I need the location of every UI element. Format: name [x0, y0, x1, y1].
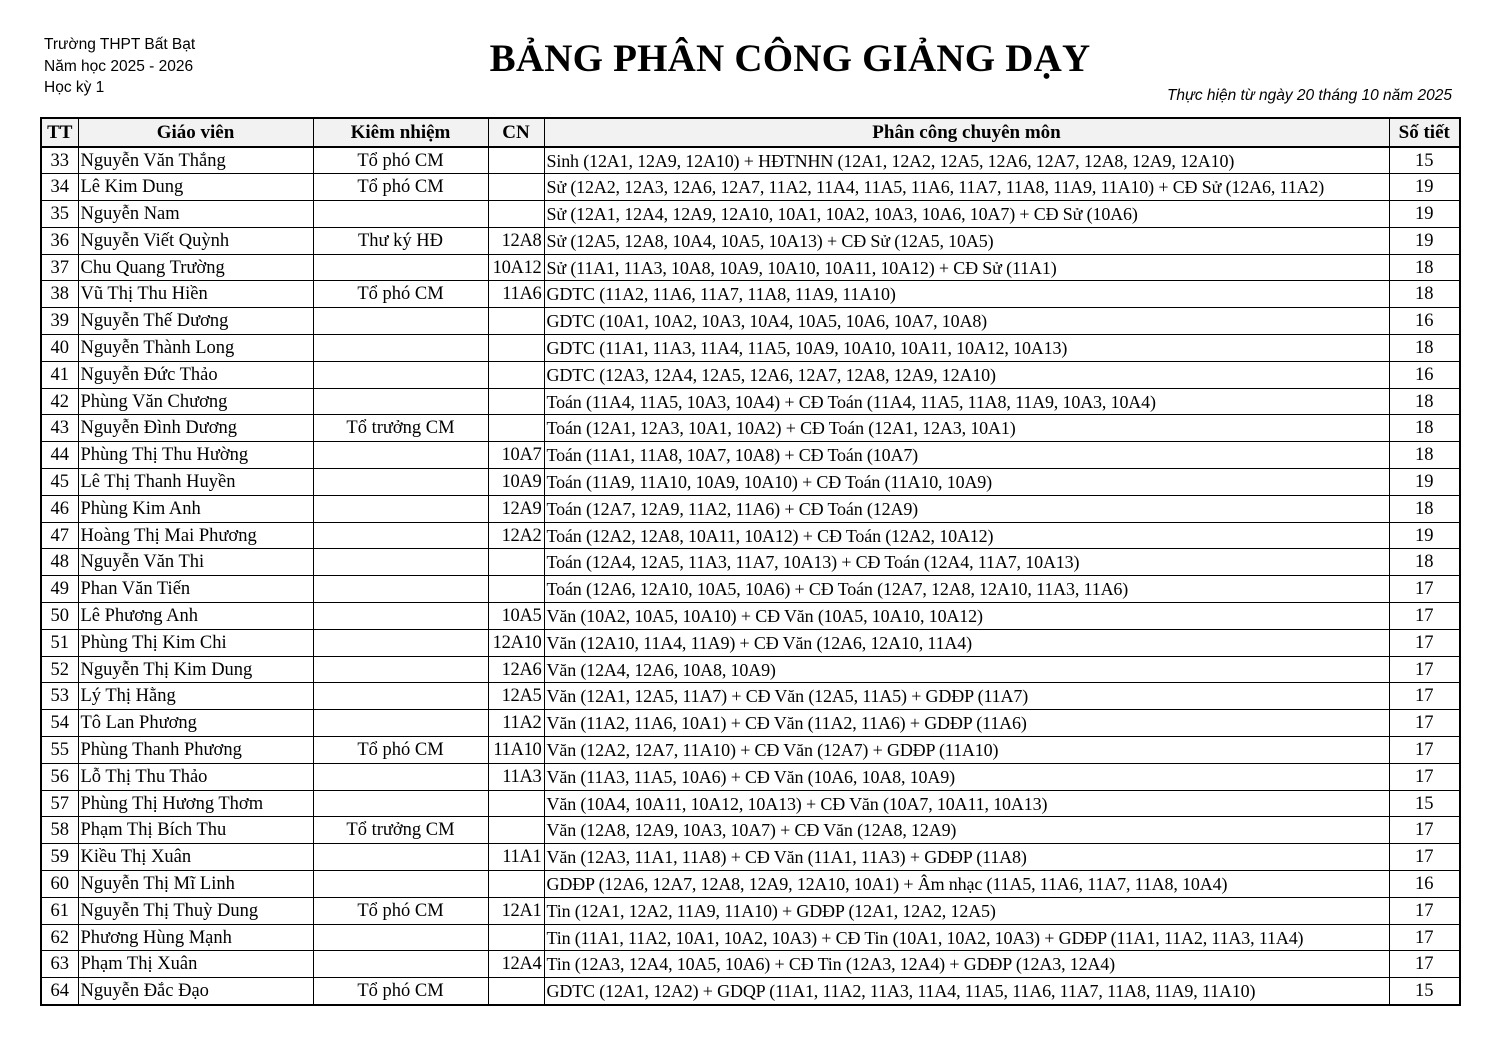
period-count: 17 [1389, 924, 1460, 951]
row-number: 35 [41, 201, 78, 228]
additional-role [313, 629, 488, 656]
table-row [41, 817, 1460, 844]
teacher-name: Chu Quang Trường [78, 254, 313, 281]
teacher-name: Nguyễn Văn Thắng [78, 147, 313, 174]
row-number: 50 [41, 603, 78, 630]
table-row [41, 978, 1460, 1005]
period-count: 17 [1389, 817, 1460, 844]
homeroom-class: 10A12 [488, 254, 544, 281]
additional-role: Tổ phó CM [313, 147, 488, 174]
teacher-name: Lê Kim Dung [78, 174, 313, 201]
table-row [41, 790, 1460, 817]
subject-assignment: GDTC (12A3, 12A4, 12A5, 12A6, 12A7, 12A8, 12A9, 12A10) [544, 361, 1389, 388]
table-row [41, 335, 1460, 362]
teacher-name: Nguyễn Thành Long [78, 335, 313, 362]
column-header-additional-role: Kiêm nhiệm [313, 118, 488, 147]
row-number: 39 [41, 308, 78, 335]
column-header-teacher: Giáo viên [78, 118, 313, 147]
period-count: 19 [1389, 174, 1460, 201]
teacher-name: Phùng Thị Thu Hường [78, 442, 313, 469]
period-count: 17 [1389, 763, 1460, 790]
subject-assignment: Sử (12A5, 12A8, 10A4, 10A5, 10A13) + CĐ Sử (12A5, 10A5) [544, 227, 1389, 254]
subject-assignment: GDTC (10A1, 10A2, 10A3, 10A4, 10A5, 10A6, 10A7, 10A8) [544, 308, 1389, 335]
row-number: 36 [41, 227, 78, 254]
table-row [41, 308, 1460, 335]
teacher-name: Nguyễn Đắc Đạo [78, 978, 313, 1005]
row-number: 60 [41, 871, 78, 898]
teacher-name: Lê Phương Anh [78, 603, 313, 630]
row-number: 56 [41, 763, 78, 790]
row-number: 34 [41, 174, 78, 201]
homeroom-class: 12A6 [488, 656, 544, 683]
additional-role: Tổ phó CM [313, 897, 488, 924]
subject-assignment: Sử (11A1, 11A3, 10A8, 10A9, 10A10, 10A11, 10A12) + CĐ Sử (11A1) [544, 254, 1389, 281]
table-row [41, 629, 1460, 656]
row-number: 52 [41, 656, 78, 683]
row-number: 54 [41, 710, 78, 737]
period-count: 18 [1389, 335, 1460, 362]
homeroom-class: 10A5 [488, 603, 544, 630]
row-number: 57 [41, 790, 78, 817]
additional-role [313, 790, 488, 817]
additional-role [313, 844, 488, 871]
homeroom-class [488, 361, 544, 388]
period-count: 18 [1389, 415, 1460, 442]
document-title: BẢNG PHÂN CÔNG GIẢNG DẠY [489, 37, 1091, 80]
teacher-name: Phùng Văn Chương [78, 388, 313, 415]
subject-assignment: Văn (12A2, 12A7, 11A10) + CĐ Văn (12A7) + GDĐP (11A10) [544, 737, 1389, 764]
homeroom-class [488, 201, 544, 228]
teacher-name: Nguyễn Thị Kim Dung [78, 656, 313, 683]
row-number: 45 [41, 469, 78, 496]
homeroom-class [488, 388, 544, 415]
teacher-name: Phạm Thị Bích Thu [78, 817, 313, 844]
table-row [41, 871, 1460, 898]
teacher-name: Nguyễn Đức Thảo [78, 361, 313, 388]
row-number: 46 [41, 495, 78, 522]
table-row [41, 656, 1460, 683]
teacher-name: Phùng Kim Anh [78, 495, 313, 522]
table-row [41, 737, 1460, 764]
additional-role [313, 683, 488, 710]
homeroom-class: 11A1 [488, 844, 544, 871]
period-count: 17 [1389, 844, 1460, 871]
table-row [41, 763, 1460, 790]
row-number: 51 [41, 629, 78, 656]
teacher-name: Nguyễn Nam [78, 201, 313, 228]
additional-role [313, 951, 488, 978]
homeroom-class [488, 790, 544, 817]
homeroom-class [488, 335, 544, 362]
period-count: 18 [1389, 495, 1460, 522]
row-number: 64 [41, 978, 78, 1005]
homeroom-class [488, 415, 544, 442]
teacher-name: Lê Thị Thanh Huyền [78, 469, 313, 496]
additional-role: Tổ phó CM [313, 737, 488, 764]
period-count: 18 [1389, 281, 1460, 308]
homeroom-class: 10A7 [488, 442, 544, 469]
column-header-assignment: Phân công chuyên môn [544, 118, 1389, 147]
additional-role: Tổ trưởng CM [313, 415, 488, 442]
period-count: 15 [1389, 790, 1460, 817]
row-number: 37 [41, 254, 78, 281]
semester: Học kỳ 1 [44, 79, 105, 96]
homeroom-class [488, 308, 544, 335]
period-count: 18 [1389, 442, 1460, 469]
homeroom-class: 11A10 [488, 737, 544, 764]
additional-role: Tổ phó CM [313, 978, 488, 1005]
additional-role [313, 522, 488, 549]
teacher-name: Kiều Thị Xuân [78, 844, 313, 871]
additional-role [313, 549, 488, 576]
table-row [41, 603, 1460, 630]
table-row [41, 415, 1460, 442]
table-row [41, 227, 1460, 254]
additional-role [313, 388, 488, 415]
table-row [41, 361, 1460, 388]
subject-assignment: GDĐP (12A6, 12A7, 12A8, 12A9, 12A10, 10A1) + Âm nhạc (11A5, 11A6, 11A7, 11A8, 10A4) [544, 871, 1389, 898]
row-number: 63 [41, 951, 78, 978]
period-count: 19 [1389, 227, 1460, 254]
table-row [41, 254, 1460, 281]
homeroom-class [488, 871, 544, 898]
subject-assignment: Văn (12A8, 12A9, 10A3, 10A7) + CĐ Văn (12A8, 12A9) [544, 817, 1389, 844]
teacher-name: Nguyễn Văn Thi [78, 549, 313, 576]
row-number: 58 [41, 817, 78, 844]
homeroom-class [488, 924, 544, 951]
teacher-name: Nguyễn Thế Dương [78, 308, 313, 335]
period-count: 19 [1389, 522, 1460, 549]
table-row [41, 495, 1460, 522]
homeroom-class: 10A9 [488, 469, 544, 496]
table-header-row [41, 118, 1460, 147]
subject-assignment: Toán (12A1, 12A3, 10A1, 10A2) + CĐ Toán (12A1, 12A3, 10A1) [544, 415, 1389, 442]
teacher-name: Phùng Thị Hương Thơm [78, 790, 313, 817]
subject-assignment: GDTC (11A1, 11A3, 11A4, 11A5, 10A9, 10A10, 10A11, 10A12, 10A13) [544, 335, 1389, 362]
teacher-name: Phan Văn Tiến [78, 576, 313, 603]
homeroom-class: 12A2 [488, 522, 544, 549]
homeroom-class [488, 817, 544, 844]
subject-assignment: Toán (11A1, 11A8, 10A7, 10A8) + CĐ Toán (10A7) [544, 442, 1389, 469]
teacher-name: Nguyễn Đình Dương [78, 415, 313, 442]
homeroom-class: 12A9 [488, 495, 544, 522]
additional-role [313, 656, 488, 683]
subject-assignment: Sử (12A1, 12A4, 12A9, 12A10, 10A1, 10A2, 10A3, 10A6, 10A7) + CĐ Sử (10A6) [544, 201, 1389, 228]
subject-assignment: Văn (11A3, 11A5, 10A6) + CĐ Văn (10A6, 10A8, 10A9) [544, 763, 1389, 790]
column-header-homeroom: CN [488, 118, 544, 147]
additional-role [313, 442, 488, 469]
table-row [41, 951, 1460, 978]
subject-assignment: Tin (11A1, 11A2, 10A1, 10A2, 10A3) + CĐ Tin (10A1, 10A2, 10A3) + GDĐP (11A1, 11A2, 11A3, 11A4) [544, 924, 1389, 951]
table-row [41, 201, 1460, 228]
period-count: 17 [1389, 603, 1460, 630]
subject-assignment: Văn (11A2, 11A6, 10A1) + CĐ Văn (11A2, 11A6) + GDĐP (11A6) [544, 710, 1389, 737]
homeroom-class: 12A1 [488, 897, 544, 924]
row-number: 33 [41, 147, 78, 174]
homeroom-class [488, 147, 544, 174]
row-number: 49 [41, 576, 78, 603]
teacher-name: Nguyễn Thị Mĩ Linh [78, 871, 313, 898]
teaching-assignment-table [40, 117, 1461, 1006]
additional-role [313, 603, 488, 630]
additional-role [313, 871, 488, 898]
row-number: 47 [41, 522, 78, 549]
subject-assignment: Văn (10A2, 10A5, 10A10) + CĐ Văn (10A5, 10A10, 10A12) [544, 603, 1389, 630]
teacher-name: Phùng Thị Kim Chi [78, 629, 313, 656]
period-count: 17 [1389, 710, 1460, 737]
period-count: 17 [1389, 951, 1460, 978]
row-number: 44 [41, 442, 78, 469]
teacher-name: Vũ Thị Thu Hiền [78, 281, 313, 308]
subject-assignment: Toán (12A6, 12A10, 10A5, 10A6) + CĐ Toán (12A7, 12A8, 12A10, 11A3, 11A6) [544, 576, 1389, 603]
subject-assignment: Văn (12A10, 11A4, 11A9) + CĐ Văn (12A6, 12A10, 11A4) [544, 629, 1389, 656]
subject-assignment: Văn (12A1, 12A5, 11A7) + CĐ Văn (12A5, 11A5) + GDĐP (11A7) [544, 683, 1389, 710]
school-name: Trường THPT Bất Bạt [44, 36, 196, 53]
subject-assignment: Văn (10A4, 10A11, 10A12, 10A13) + CĐ Văn (10A7, 10A11, 10A13) [544, 790, 1389, 817]
additional-role [313, 576, 488, 603]
homeroom-class: 12A8 [488, 227, 544, 254]
row-number: 55 [41, 737, 78, 764]
subject-assignment: Văn (12A3, 11A1, 11A8) + CĐ Văn (11A1, 11A3) + GDĐP (11A8) [544, 844, 1389, 871]
table-row [41, 683, 1460, 710]
homeroom-class [488, 549, 544, 576]
teacher-name: Tô Lan Phương [78, 710, 313, 737]
subject-assignment: GDTC (12A1, 12A2) + GDQP (11A1, 11A2, 11A3, 11A4, 11A5, 11A6, 11A7, 11A8, 11A9, 11A10) [544, 978, 1389, 1005]
table-row [41, 549, 1460, 576]
additional-role: Thư ký HĐ [313, 227, 488, 254]
homeroom-class [488, 174, 544, 201]
row-number: 38 [41, 281, 78, 308]
subject-assignment: Toán (12A7, 12A9, 11A2, 11A6) + CĐ Toán (12A9) [544, 495, 1389, 522]
effective-date: Thực hiện từ ngày 20 tháng 10 năm 2025 [1166, 87, 1452, 104]
period-count: 16 [1389, 361, 1460, 388]
column-header-tt: TT [41, 118, 78, 147]
additional-role [313, 201, 488, 228]
teacher-name: Lý Thị Hằng [78, 683, 313, 710]
row-number: 53 [41, 683, 78, 710]
period-count: 16 [1389, 871, 1460, 898]
subject-assignment: Tin (12A1, 12A2, 11A9, 11A10) + GDĐP (12A1, 12A2, 12A5) [544, 897, 1389, 924]
table-row [41, 469, 1460, 496]
period-count: 17 [1389, 737, 1460, 764]
period-count: 16 [1389, 308, 1460, 335]
row-number: 48 [41, 549, 78, 576]
subject-assignment: Tin (12A3, 12A4, 10A5, 10A6) + CĐ Tin (12A3, 12A4) + GDĐP (12A3, 12A4) [544, 951, 1389, 978]
table-row [41, 388, 1460, 415]
homeroom-class: 11A3 [488, 763, 544, 790]
additional-role [313, 361, 488, 388]
subject-assignment: Văn (12A4, 12A6, 10A8, 10A9) [544, 656, 1389, 683]
additional-role: Tổ phó CM [313, 174, 488, 201]
period-count: 18 [1389, 549, 1460, 576]
row-number: 43 [41, 415, 78, 442]
period-count: 19 [1389, 469, 1460, 496]
table-row [41, 147, 1460, 174]
subject-assignment: Toán (11A4, 11A5, 10A3, 10A4) + CĐ Toán (11A4, 11A5, 11A8, 11A9, 10A3, 10A4) [544, 388, 1389, 415]
row-number: 41 [41, 361, 78, 388]
homeroom-class: 11A2 [488, 710, 544, 737]
teacher-name: Lỗ Thị Thu Thảo [78, 763, 313, 790]
homeroom-class [488, 576, 544, 603]
table-row [41, 522, 1460, 549]
homeroom-class: 11A6 [488, 281, 544, 308]
homeroom-class: 12A10 [488, 629, 544, 656]
period-count: 17 [1389, 656, 1460, 683]
period-count: 17 [1389, 576, 1460, 603]
additional-role [313, 469, 488, 496]
homeroom-class: 12A5 [488, 683, 544, 710]
school-year: Năm học 2025 - 2026 [44, 57, 194, 75]
teacher-name: Hoàng Thị Mai Phương [78, 522, 313, 549]
additional-role: Tổ trưởng CM [313, 817, 488, 844]
teacher-name: Nguyễn Viết Quỳnh [78, 227, 313, 254]
period-count: 17 [1389, 683, 1460, 710]
column-header-periods: Số tiết [1389, 118, 1460, 147]
table-row [41, 924, 1460, 951]
period-count: 15 [1389, 147, 1460, 174]
additional-role [313, 254, 488, 281]
subject-assignment: GDTC (11A2, 11A6, 11A7, 11A8, 11A9, 11A10) [544, 281, 1389, 308]
additional-role [313, 335, 488, 362]
table-body [41, 147, 1460, 1005]
additional-role [313, 763, 488, 790]
subject-assignment: Toán (12A2, 12A8, 10A11, 10A12) + CĐ Toán (12A2, 10A12) [544, 522, 1389, 549]
row-number: 62 [41, 924, 78, 951]
table-row [41, 281, 1460, 308]
teacher-name: Phùng Thanh Phương [78, 737, 313, 764]
subject-assignment: Sinh (12A1, 12A9, 12A10) + HĐTNHN (12A1, 12A2, 12A5, 12A6, 12A7, 12A8, 12A9, 12A10) [544, 147, 1389, 174]
period-count: 17 [1389, 897, 1460, 924]
teacher-name: Phương Hùng Mạnh [78, 924, 313, 951]
row-number: 40 [41, 335, 78, 362]
row-number: 61 [41, 897, 78, 924]
row-number: 42 [41, 388, 78, 415]
table-row [41, 897, 1460, 924]
period-count: 19 [1389, 201, 1460, 228]
subject-assignment: Toán (11A9, 11A10, 10A9, 10A10) + CĐ Toán (11A10, 10A9) [544, 469, 1389, 496]
period-count: 15 [1389, 978, 1460, 1005]
homeroom-class: 12A4 [488, 951, 544, 978]
table-row [41, 576, 1460, 603]
table-row [41, 710, 1460, 737]
additional-role [313, 924, 488, 951]
additional-role: Tổ phó CM [313, 281, 488, 308]
additional-role [313, 710, 488, 737]
period-count: 17 [1389, 629, 1460, 656]
row-number: 59 [41, 844, 78, 871]
teacher-name: Phạm Thị Xuân [78, 951, 313, 978]
teacher-name: Nguyễn Thị Thuỳ Dung [78, 897, 313, 924]
homeroom-class [488, 978, 544, 1005]
period-count: 18 [1389, 388, 1460, 415]
table-row [41, 442, 1460, 469]
period-count: 18 [1389, 254, 1460, 281]
additional-role [313, 308, 488, 335]
table-row [41, 844, 1460, 871]
additional-role [313, 495, 488, 522]
subject-assignment: Sử (12A2, 12A3, 12A6, 12A7, 11A2, 11A4, 11A5, 11A6, 11A7, 11A8, 11A9, 11A10) + CĐ Sử (12A6, 11A2) [544, 174, 1389, 201]
subject-assignment: Toán (12A4, 12A5, 11A3, 11A7, 10A13) + CĐ Toán (12A4, 11A7, 10A13) [544, 549, 1389, 576]
table-row [41, 174, 1460, 201]
